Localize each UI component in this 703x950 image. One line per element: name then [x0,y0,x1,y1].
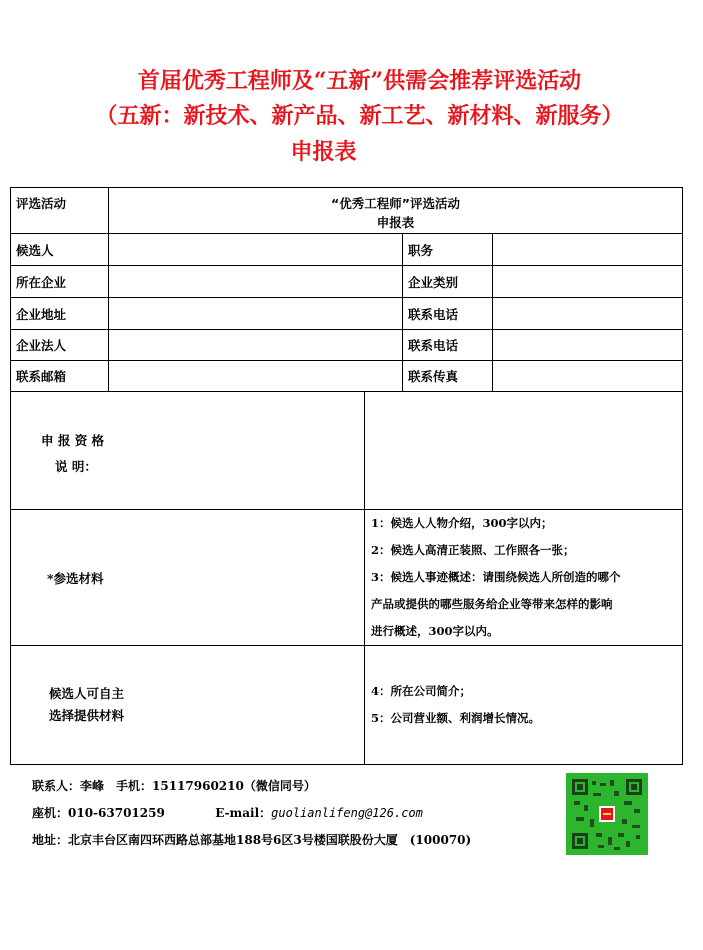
phone-field[interactable] [493,298,683,330]
phone2-field[interactable] [493,330,683,361]
company-field[interactable] [109,266,403,298]
materials-item: 1：候选人人物介绍，300字以内； [371,516,553,530]
fax-field[interactable] [493,361,683,392]
page-title: 首届优秀工程师及“五新”供需会推荐评选活动 [137,68,582,94]
footer-landline-email [32,804,423,821]
materials-item: 产品或提供的哪些服务给企业等带来怎样的影响 [371,597,613,611]
legal-rep-field[interactable] [109,330,403,361]
activity-label: 评选活动 [11,188,109,234]
materials-label: *参选材料 [11,510,365,646]
position-field[interactable] [493,234,683,266]
qualification-field[interactable] [365,392,683,510]
optional-line2: 选择提供材料 [49,708,125,723]
materials-item: 3：候选人事迹概述：请围绕候选人所创造的哪个 [371,570,621,584]
address-field[interactable] [109,298,403,330]
position-label: 职务 [403,234,493,266]
fax-label: 联系传真 [403,361,493,392]
page-subtitle: （五新：新技术、新产品、新工艺、新材料、新服务） [95,103,624,129]
qualification-line2: 说 明： [55,459,97,474]
company-type-field[interactable] [493,266,683,298]
activity-title-line1: “优秀工程师”评选活动 [331,196,460,211]
optional-item: 5：公司营业额、利润增长情况。 [371,711,540,725]
footer-landline: 座机：010-63701259 [32,806,165,820]
address-label: 企业地址 [11,298,109,330]
phone2-label: 联系电话 [403,330,493,361]
legal-rep-label: 企业法人 [11,330,109,361]
email-label: 联系邮箱 [11,361,109,392]
qr-code-icon [566,773,648,855]
application-form-table [10,187,683,765]
footer-address: 地址：北京丰台区南四环西路总部基地188号6区3号楼国联股份大厦 (100070) [32,833,472,847]
email-field[interactable] [109,361,403,392]
optional-line1: 候选人可自主 [49,686,125,701]
footer-email[interactable]: guolianlifeng@126.com [271,806,423,820]
qualification-line1: 申 报 资 格 [41,433,105,448]
company-label: 所在企业 [11,266,109,298]
optional-label [11,646,365,765]
qr-code-image [566,773,648,855]
footer-email-label: E-mail： [215,806,272,820]
phone-label: 联系电话 [403,298,493,330]
activity-title-line2: 申报表 [376,215,415,230]
candidate-label: 候选人 [11,234,109,266]
optional-item: 4：所在公司简介； [371,684,472,698]
optional-list [365,646,683,765]
materials-item: 进行概述，300字以内。 [371,624,499,638]
qualification-label [11,392,365,510]
activity-title [109,188,683,234]
footer-contact: 联系人：李峰 手机：15117960210（微信同号） [32,779,316,793]
materials-item: 2：候选人高清正装照、工作照各一张； [371,543,575,557]
materials-list [365,510,683,646]
company-type-label: 企业类别 [403,266,493,298]
form-title: 申报表 [290,139,357,165]
candidate-field[interactable] [109,234,403,266]
